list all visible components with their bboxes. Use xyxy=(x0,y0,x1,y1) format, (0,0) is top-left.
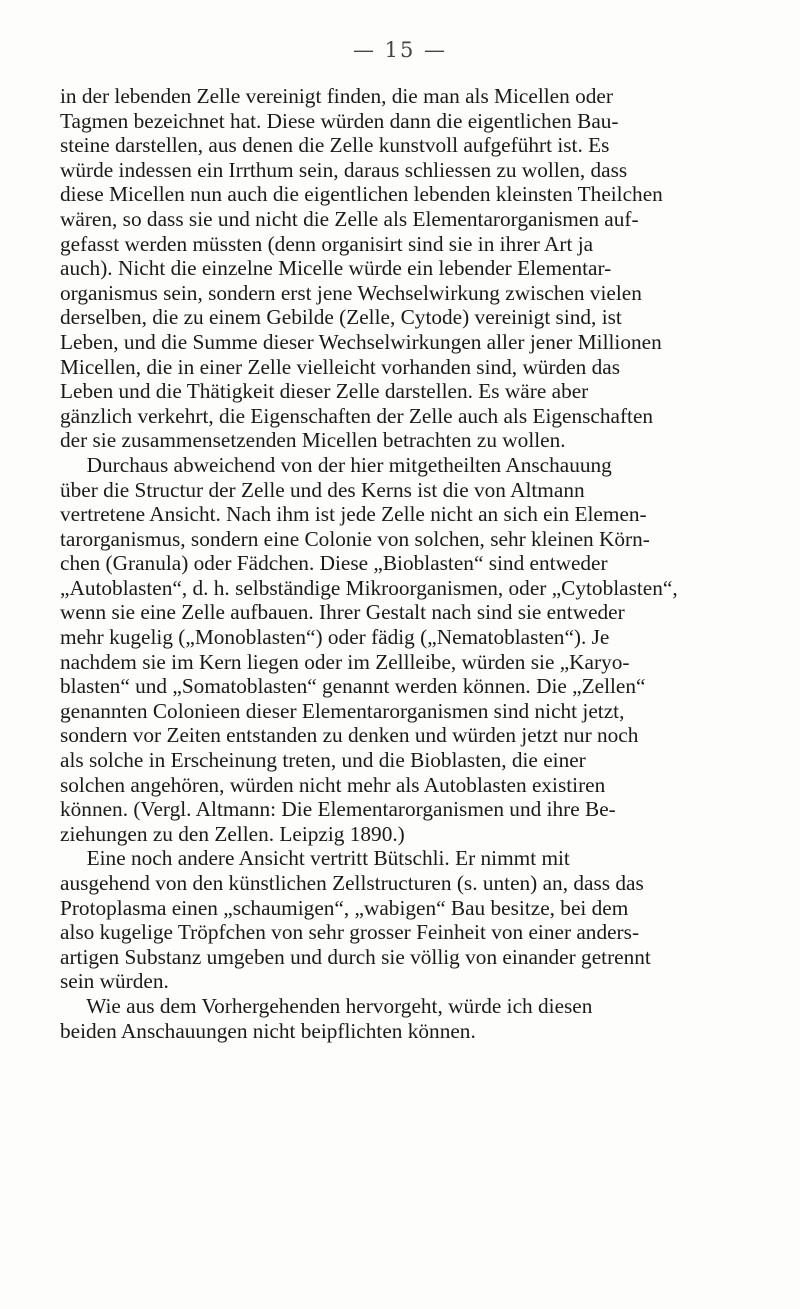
text-line: „Autoblasten“, d. h. selbständige Mikroorganismen, oder „Cytoblasten“, xyxy=(60,575,678,600)
text-line: würde indessen ein Irrthum sein, daraus schliessen zu wollen, dass xyxy=(60,157,628,182)
text-line: genannten Colonieen dieser Elementarorganismen sind nicht jetzt, xyxy=(60,698,625,723)
text-line: in der lebenden Zelle vereinigt finden, die man als Micellen oder xyxy=(60,84,613,108)
text-line: Eine noch andere Ansicht vertritt Bütschli. Er nimmt mit xyxy=(60,846,570,871)
text-line: also kugelige Tröpfchen von sehr grosser Feinheit von einer anders- xyxy=(60,920,640,945)
text-line: wenn sie eine Zelle aufbauen. Ihrer Gestalt nach sind sie entweder xyxy=(60,600,625,625)
text-line: mehr kugelig („Monoblasten“) oder fädig („Nematoblasten“). Je xyxy=(60,625,610,650)
text-line: Wie aus dem Vorhergehenden hervorgeht, würde ich diesen xyxy=(60,993,593,1018)
text-line: vertretene Ansicht. Nach ihm ist jede Zelle nicht an sich ein Elemen- xyxy=(60,502,647,527)
text-line: chen (Granula) oder Fädchen. Diese „Bioblasten“ sind entweder xyxy=(60,551,608,576)
text-line: derselben, die zu einem Gebilde (Zelle, Cytode) vereinigt sind, ist xyxy=(60,305,622,330)
text-line: solchen angehören, würden nicht mehr als Autoblasten existiren xyxy=(60,772,606,797)
text-line: steine darstellen, aus denen die Zelle kunstvoll aufgeführt ist. Es xyxy=(60,133,610,158)
text-line: der sie zusammensetzenden Micellen betrachten zu wollen. xyxy=(60,428,566,453)
text-line: sein würden. xyxy=(60,969,169,994)
text-line: gänzlich verkehrt, die Eigenschaften der Zelle auch als Eigenschaften xyxy=(60,403,654,428)
text-line: Durchaus abweichend von der hier mitgetheilten Anschauung xyxy=(60,452,612,477)
text-line: blasten“ und „Somatoblasten“ genannt werden können. Die „Zellen“ xyxy=(60,674,646,699)
page-number: — 15 — xyxy=(352,38,448,62)
text-line: organismus sein, sondern erst jene Wechselwirkung zwischen vielen xyxy=(60,280,642,305)
text-line: ausgehend von den künstlichen Zellstructuren (s. unten) an, dass das xyxy=(60,871,644,895)
text-line: ziehungen zu den Zellen. Leipzig 1890.) xyxy=(60,821,405,846)
text-line: auch). Nicht die einzelne Micelle würde ein lebender Elementar- xyxy=(60,256,612,281)
text-line: über die Structur der Zelle und des Kerns ist die von Altmann xyxy=(60,477,585,502)
text-line: als solche in Erscheinung treten, und die Bioblasten, die einer xyxy=(60,748,586,773)
body-text xyxy=(60,84,796,1043)
text-line: sondern vor Zeiten entstanden zu denken und würden jetzt nur noch xyxy=(60,723,639,748)
text-line: nachdem sie im Kern liegen oder im Zellleibe, würden sie „Karyo- xyxy=(60,649,630,674)
text-line: Protoplasma einen „schaumigen“, „wabigen“ Bau besitze, bei dem xyxy=(60,895,629,920)
text-line: Micellen, die in einer Zelle vielleicht vorhanden sind, würden das xyxy=(60,354,621,379)
text-line: gefasst werden müssten (denn organisirt sind sie in ihrer Art ja xyxy=(60,231,594,256)
text-line: artigen Substanz umgeben und durch sie völlig von einander getrennt xyxy=(60,944,651,969)
text-line: Leben, und die Summe dieser Wechselwirkungen aller jener Millionen xyxy=(60,329,662,354)
text-line: diese Micellen nun auch die eigentlichen lebenden kleinsten Theilchen xyxy=(60,182,663,207)
text-line: können. (Vergl. Altmann: Die Elementarorganismen und ihre Be- xyxy=(60,797,616,822)
text-line: wären, so dass sie und nicht die Zelle als Elementarorganismen auf- xyxy=(60,206,639,231)
text-line: Leben und die Thätigkeit dieser Zelle darstellen. Es wäre aber xyxy=(60,379,589,404)
text-line: beiden Anschauungen nicht beipflichten können. xyxy=(60,1018,476,1043)
text-line: Tagmen bezeichnet hat. Diese würden dann die eigentlichen Bau- xyxy=(60,108,619,133)
text-line: tarorganismus, sondern eine Colonie von solchen, sehr kleinen Körn- xyxy=(60,526,650,551)
